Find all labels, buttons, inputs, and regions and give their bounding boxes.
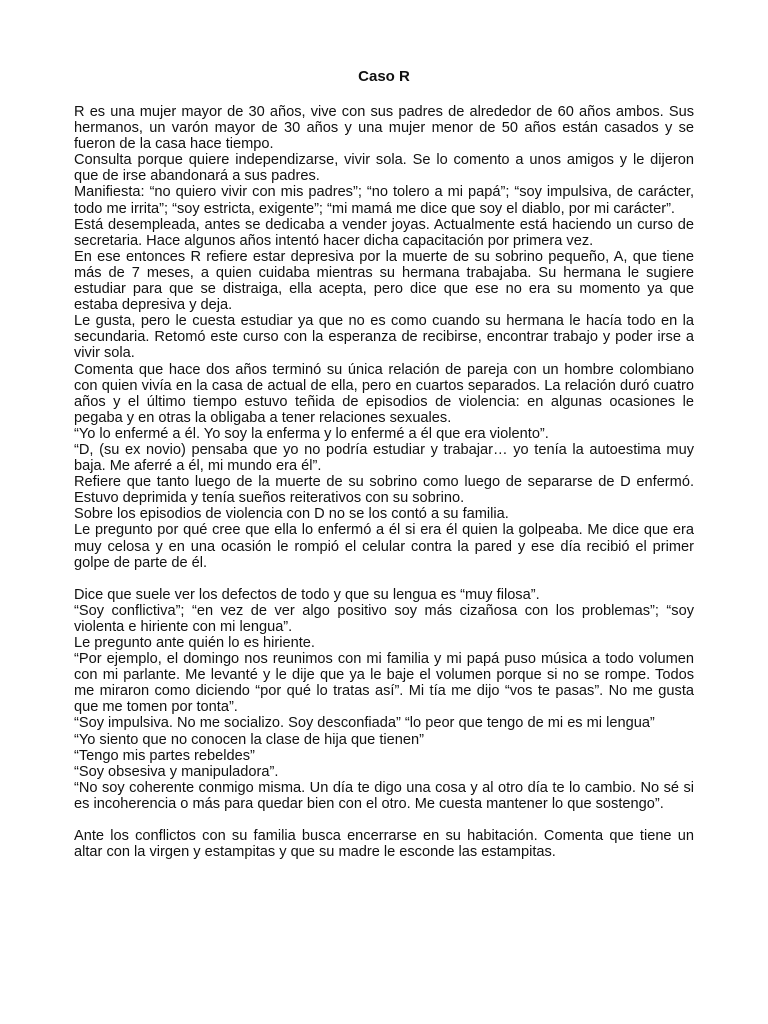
paragraph: En ese entonces R refiere estar depresiva por la muerte de su sobrino pequeño, A, que tiene más de 7 meses, a quien cuidaba mientras su hermana trabajaba. Su hermana le sugiere estudiar para que se distraiga, ella acepta, pero dice que ese no era su momento ya que estaba depresiva y deja. bbox=[74, 248, 694, 314]
document-title: Caso R bbox=[358, 68, 410, 85]
paragraph: Manifiesta: “no quiero vivir con mis padres”; “no tolero a mi papá”; “soy impulsiva, de carácter, todo me irrita”; “soy estricta, exigente”; “mi mamá me dice que soy el diablo, por mi carácter”. bbox=[74, 184, 694, 217]
paragraph: Refiere que tanto luego de la muerte de su sobrino como luego de separarse de D enfermó. Estuvo deprimida y tenía sueños reiterativos con su sobrino. bbox=[74, 474, 694, 507]
paragraph: R es una mujer mayor de 30 años, vive con sus padres de alrededor de 60 años ambos. Sus hermanos, un varón mayor de 30 años y una mujer menor de 50 años están casados y se fueron de la casa hace tiempo. bbox=[74, 104, 694, 153]
paragraph: “Tengo mis partes rebeldes” bbox=[74, 747, 255, 764]
paragraph: Le gusta, pero le cuesta estudiar ya que no es como cuando su hermana le hacía todo en la secundaria. Retomó este curso con la esperanza de recibirse, encontrar trabajo y poder irse a vivir sola. bbox=[74, 313, 694, 362]
paragraph: Dice que suele ver los defectos de todo y que su lengua es “muy filosa”. bbox=[74, 586, 540, 603]
paragraph: “Yo lo enfermé a él. Yo soy la enferma y lo enfermé a él que era violento”. bbox=[74, 425, 549, 442]
paragraph: Ante los conflictos con su familia busca encerrarse en su habitación. Comenta que tiene un altar con la virgen y estampitas y que su madre le esconde las estampitas. bbox=[74, 828, 694, 861]
paragraph: Le pregunto ante quién lo es hiriente. bbox=[74, 635, 315, 651]
paragraph: Comenta que hace dos años terminó su única relación de pareja con un hombre colombiano con quien vivía en la casa de actual de ella, pero en cuartos separados. La relación duró cuatro años y el último tiempo estuvo teñida de episodios de violencia: en algunas ocasiones le pegaba y en otras la obligaba a tener relaciones sexuales. bbox=[74, 361, 694, 426]
paragraph: “Soy conflictiva”; “en vez de ver algo positivo soy más cizañosa con los problemas”; “soy violenta e hiriente con mi lengua”. bbox=[74, 602, 694, 635]
paragraph: “Por ejemplo, el domingo nos reunimos con mi familia y mi papá puso música a todo volumen con mi parlante. Me levanté y le dije que ya le baje el volumen porque si no se rompe. Todos me miraron como diciendo “por qué lo tratas así”. Mi tía me dijo “vos te pasas”. No me gusta que me tomen por tonta”. bbox=[74, 651, 694, 716]
paragraph: Sobre los episodios de violencia con D no se los contó a su familia. bbox=[74, 506, 509, 523]
paragraph: “Soy impulsiva. No me socializo. Soy desconfiada” “lo peor que tengo de mi es mi lengua” bbox=[74, 715, 655, 732]
paragraph: Le pregunto por qué cree que ella lo enfermó a él si era él quien la golpeaba. Me dice que era muy celosa y en una ocasión le rompió el celular contra la pared y ese día recibió el primer golpe de parte de él. bbox=[74, 522, 694, 571]
paragraph: “Yo siento que no conocen la clase de hija que tienen” bbox=[74, 731, 424, 748]
paragraph: “D, (su ex novio) pensaba que yo no podría estudiar y trabajar… yo tenía la autoestima muy baja. Me aferré a él, mi mundo era él”. bbox=[74, 441, 694, 475]
document-body bbox=[74, 104, 694, 860]
paragraph: Está desempleada, antes se dedicaba a vender joyas. Actualmente está haciendo un curso de secretaria. Hace algunos años intentó hacer dicha capacitación por primera vez. bbox=[74, 216, 694, 249]
paragraph: “Soy obsesiva y manipuladora”. bbox=[74, 763, 279, 780]
paragraph: Consulta porque quiere independizarse, vivir sola. Se lo comento a unos amigos y le dijeron que de irse abandonará a sus padres. bbox=[74, 152, 694, 185]
paragraph: “No soy coherente conmigo misma. Un día te digo una cosa y al otro día te lo cambio. No sé si es incoherencia o más para quedar bien con el otro. Me cuesta mantener lo que sostengo”. bbox=[74, 779, 694, 812]
